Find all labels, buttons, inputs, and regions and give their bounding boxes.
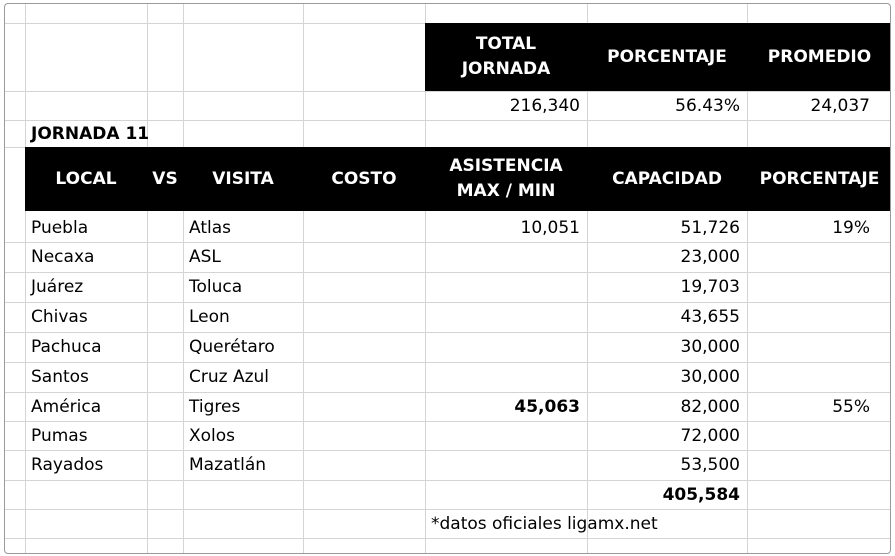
row-local: Chivas <box>31 307 88 327</box>
header-porcentaje: PORCENTAJE <box>759 168 880 189</box>
row-capacidad: 30,000 <box>680 337 740 357</box>
spreadsheet <box>4 3 891 554</box>
section-title: JORNADA 11 <box>31 123 150 144</box>
grid-line <box>5 480 891 481</box>
row-visita: Tigres <box>189 396 241 417</box>
row-capacidad: 30,000 <box>680 367 740 387</box>
footnote: *datos oficiales ligamx.net <box>431 513 658 534</box>
header-visita: VISITA <box>212 168 274 189</box>
summary-header-total-jornada: TOTAL JORNADA <box>461 34 551 79</box>
summary-total-jornada: 216,340 <box>509 95 580 116</box>
row-visita: Atlas <box>189 217 231 238</box>
row-local: Juárez <box>31 277 84 297</box>
row-visita: Leon <box>189 307 230 327</box>
row-asistencia: 10,051 <box>520 217 580 238</box>
row-visita: Mazatlán <box>189 455 267 475</box>
summary-promedio: 24,037 <box>810 95 870 116</box>
row-capacidad: 23,000 <box>680 247 740 267</box>
row-local: Pumas <box>31 425 88 446</box>
row-visita: Xolos <box>189 425 236 446</box>
row-capacidad: 72,000 <box>680 425 740 446</box>
header-capacidad: CAPACIDAD <box>612 168 722 189</box>
row-capacidad: 82,000 <box>680 396 740 417</box>
row-visita: Toluca <box>189 277 243 297</box>
row-local: Rayados <box>31 455 104 475</box>
grid-line <box>5 538 891 539</box>
summary-porcentaje: 56.43% <box>675 95 740 116</box>
grid-line <box>147 4 148 554</box>
capacity-total: 405,584 <box>662 484 740 505</box>
row-capacidad: 51,726 <box>680 217 740 238</box>
summary-header-porcentaje: PORCENTAJE <box>607 46 727 67</box>
header-local: LOCAL <box>55 168 117 189</box>
row-visita: Cruz Azul <box>189 367 270 387</box>
header-asistencia: ASISTENCIA MAX / MIN <box>449 156 563 201</box>
row-local: América <box>31 396 102 417</box>
header-vs: VS <box>152 168 178 189</box>
row-porcentaje: 55% <box>832 396 870 417</box>
row-capacidad: 53,500 <box>680 455 740 475</box>
row-capacidad: 43,655 <box>680 307 740 327</box>
grid-line <box>303 4 304 554</box>
header-costo: COSTO <box>331 168 397 189</box>
row-local: Puebla <box>31 217 89 238</box>
row-capacidad: 19,703 <box>680 277 740 297</box>
row-asistencia: 45,063 <box>514 396 580 417</box>
summary-header-promedio: PROMEDIO <box>767 46 872 67</box>
row-porcentaje: 19% <box>832 217 870 238</box>
row-visita: Querétaro <box>189 337 275 357</box>
row-local: Pachuca <box>31 337 102 357</box>
row-visita: ASL <box>189 247 221 267</box>
row-local: Santos <box>31 367 89 387</box>
row-local: Necaxa <box>31 247 95 267</box>
